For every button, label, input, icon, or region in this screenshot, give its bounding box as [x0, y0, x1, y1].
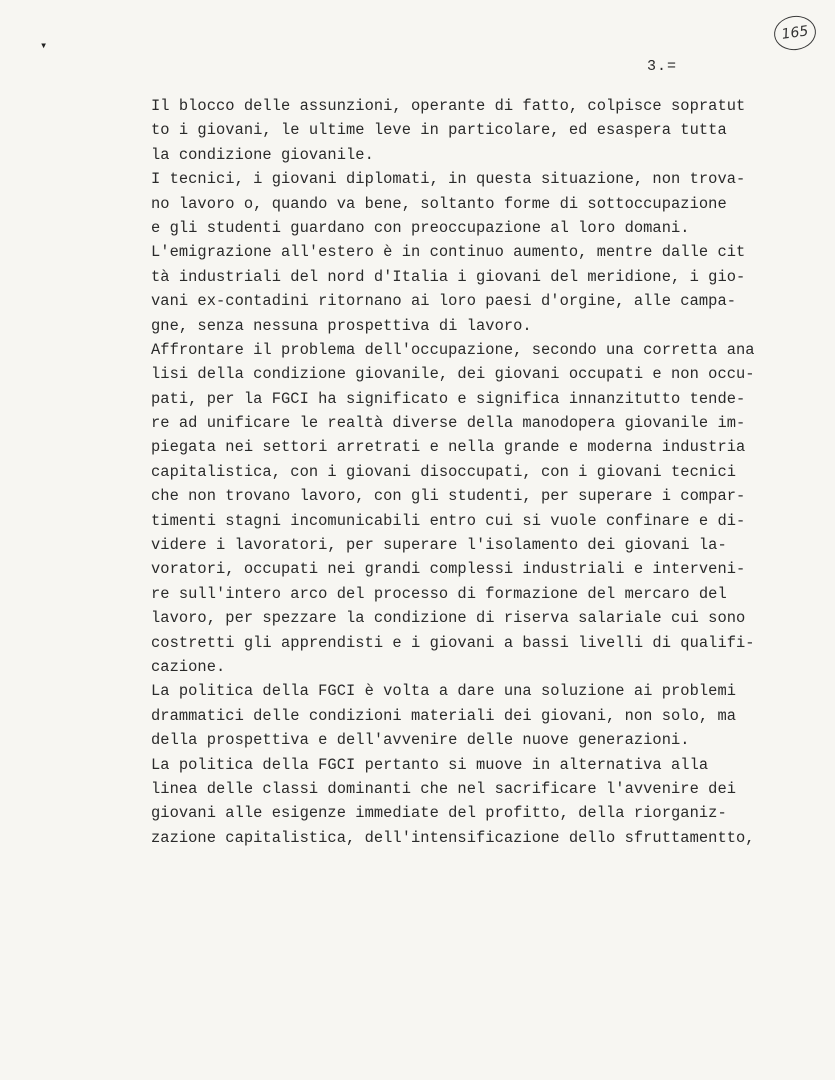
text-line: La politica della FGCI pertanto si muove in alternativa alla — [151, 755, 709, 774]
text-line: giovani alle esigenze immediate del profitto, della riorganiz- — [151, 804, 727, 823]
text-line: lavoro, per spezzare la condizione di riserva salariale cui sono — [151, 609, 746, 628]
text-line: no lavoro o, quando va bene, soltanto forme di sottoccupazione — [151, 194, 727, 213]
punch-mark: ▾ — [40, 39, 48, 53]
text-line: gne, senza nessuna prospettiva di lavoro. — [151, 316, 532, 335]
text-line: lisi della condizione giovanile, dei giovani occupati e non occu- — [151, 365, 755, 384]
text-line: La politica della FGCI è volta a dare una soluzione ai problemi — [151, 682, 737, 701]
text-line: costretti gli apprendisti e i giovani a bassi livelli di qualifi- — [151, 633, 755, 652]
text-line: I tecnici, i giovani diplomati, in questa situazione, non trova- — [151, 170, 746, 189]
text-line: Il blocco delle assunzioni, operante di fatto, colpisce sopratut — [151, 97, 746, 115]
page-number: 3.= — [647, 58, 678, 75]
text-line: cazione. — [151, 657, 226, 676]
body-text — [151, 94, 791, 850]
archive-number-stamp: 165 — [772, 13, 818, 53]
text-line: videre i lavoratori, per superare l'isolamento dei giovani la- — [151, 536, 727, 555]
text-line: to i giovani, le ultime leve in particolare, ed esaspera tutta — [151, 121, 727, 140]
text-line: zazione capitalistica, dell'intensificazione dello sfruttamentto, — [151, 828, 755, 847]
text-line: che non trovano lavoro, con gli studenti, per superare i compar- — [151, 487, 746, 506]
text-line: L'emigrazione all'estero è in continuo aumento, mentre dalle cit — [151, 243, 746, 262]
text-line: vani ex-contadini ritornano ai loro paesi d'orgine, alle campa- — [151, 292, 737, 311]
text-line: re ad unificare le realtà diverse della manodopera giovanile im- — [151, 414, 746, 433]
text-line: la condizione giovanile. — [151, 145, 374, 164]
text-line: linea delle classi dominanti che nel sacrificare l'avvenire dei — [151, 779, 737, 798]
text-line: voratori, occupati nei grandi complessi industriali e interveni- — [151, 560, 746, 579]
text-line: Affrontare il problema dell'occupazione, secondo una corretta ana — [151, 340, 755, 359]
text-line: re sull'intero arco del processo di formazione del mercaro del — [151, 584, 727, 603]
text-line: della prospettiva e dell'avvenire delle nuove generazioni. — [151, 731, 690, 750]
text-line: e gli studenti guardano con preoccupazione al loro domani. — [151, 218, 690, 237]
text-line: piegata nei settori arretrati e nella grande e moderna industria — [151, 438, 746, 457]
text-line: capitalistica, con i giovani disoccupati, con i giovani tecnici — [151, 462, 737, 481]
text-line: pati, per la FGCI ha significato e significa innanzitutto tende- — [151, 389, 746, 408]
text-line: timenti stagni incomunicabili entro cui si vuole confinare e di- — [151, 511, 746, 530]
text-line: tà industriali del nord d'Italia i giovani del meridione, i gio- — [151, 267, 746, 286]
text-line: drammatici delle condizioni materiali dei giovani, non solo, ma — [151, 706, 737, 725]
